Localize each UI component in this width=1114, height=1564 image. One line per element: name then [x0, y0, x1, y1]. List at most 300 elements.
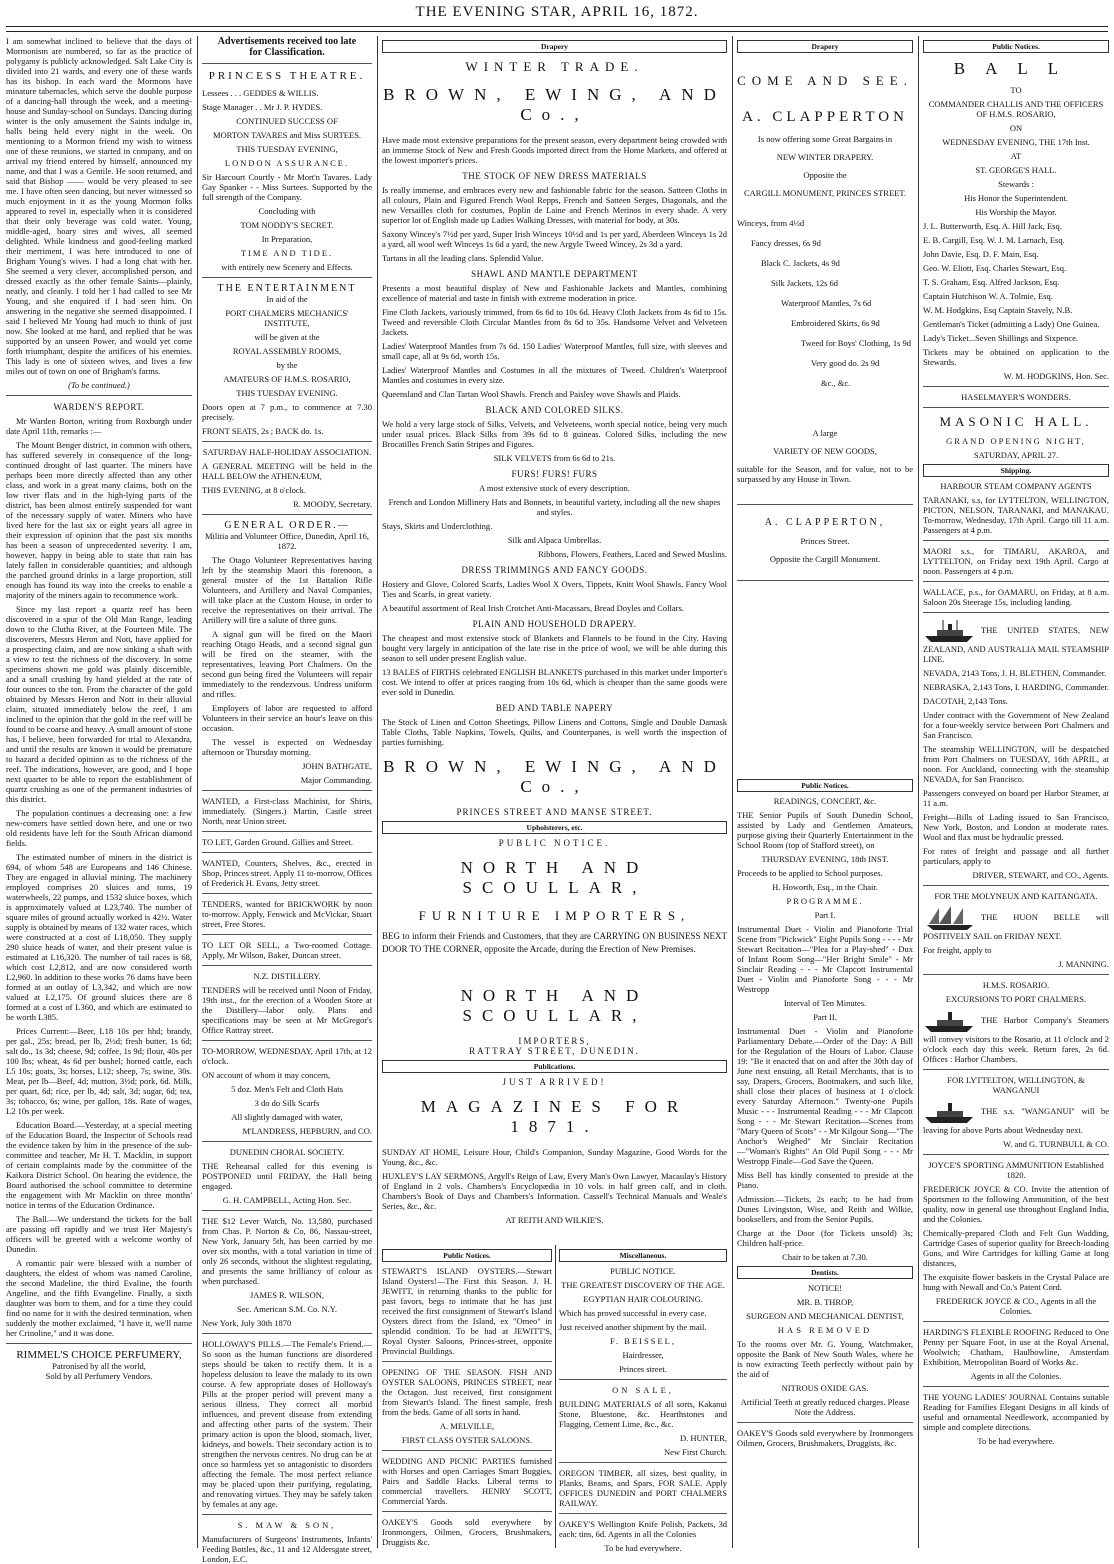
- programme-interval: Interval of Ten Minutes.: [783, 998, 867, 1008]
- maw-ad: Manufacturers of Surgeons' Instruments, Infants' Feeding Bottles, &c., 11 and 12 Aldersgate street, London, E.C.: [202, 1534, 372, 1564]
- stewards-title: Stewards :: [998, 179, 1034, 189]
- column-divider: [377, 36, 378, 1548]
- divider: [559, 1462, 727, 1463]
- divider: [202, 831, 372, 832]
- mail-line: DACOTAH, 2,143 Tons.: [923, 696, 1008, 706]
- clapperton-line: VARIETY OF NEW GOODS,: [773, 446, 877, 456]
- masonic-line: SATURDAY, APRIL 27.: [973, 450, 1059, 460]
- classified-ad: TO LET OR SELL, a Two-roomed Cottage. Apply, Mr Wilson, Baker, Duncan street.: [202, 940, 372, 960]
- divider: [202, 893, 372, 894]
- rosario-title: H.M.S. ROSARIO.: [982, 980, 1050, 990]
- readings-line: Chair to be taken at 7.30.: [782, 1252, 868, 1262]
- divider: [202, 1333, 372, 1334]
- saturday-association-line: A GENERAL MEETING will be held in the HALL BELOW the ATHENÆUM,: [202, 461, 372, 481]
- masonic-hall-title: MASONIC HALL.: [939, 414, 1093, 429]
- auction-line: TO-MORROW, WEDNESDAY, April 17th, at 12 o'clock.: [202, 1046, 372, 1066]
- mail-line: NEBRASKA, 2,143 Tons, I. HARDING, Commander.: [923, 682, 1110, 692]
- divider: [202, 63, 372, 64]
- general-order-signature: Major Commanding.: [300, 775, 372, 785]
- divider: [202, 934, 372, 935]
- divider: [382, 1450, 552, 1451]
- article-salt-lake: I am somewhat inclined to believe that the days of Mormonism are numbered, so far as the practice of polygamy is publicly acknowledged. Salt Lake City is divided into 21 wards, and every one of these wards has its bishop. In each ward the Mormons have minature tabernacles, which serve the double purpose of a dancing-hall through the week, and a meeting-house and Sunday-school on Sundays. Dancing during winter is the only amusement the Saints indulge in, balls being held every night in the week. On mentioning to a Mormon friend my wish to witness one of these reunions, we started in company, and on arrival my friend entered by himself, announced my name, and that I was a Gentile. He soon returned, and said that Bishop —— would be very pleased to see me. I have often seen dancing, but never witnessed so much enjoyment in it as the young Mormon folks appeared to revel in, especially when it is considered that their only beverage was cold water. Young, middle-aged, hoary sires and wives, all seemed delighted. While kindness and good-feeling marked their merriment, I was here introduced to one of Brigham Young's wives. I had a long chat with her. She seemed a very clever, accomplished person, and dressed exactly as the other female Saints—plainly, neatly, and cleanly. I told her I had called to see Mr Young, and she enquired if I had seen him. On answering in the negative she seemed disappointed. I said I believed Mr Young had much to think of just now. She looked at me hard, and replied that he was supported by an unseen Power, and would yet come forth triumphant, despite the artifices of his enemies. This lady is one of sixteen wives, and lives a few miles out of town on one of Brigham's farms.: [6, 36, 192, 376]
- excursions-line: [923, 1008, 1109, 1064]
- dentist-name: MR. B. THROP,: [796, 1297, 854, 1307]
- auction-line: 3 do do Silk Scarfs: [254, 1098, 320, 1108]
- drapery-intro: Have made most extensive preparations for the present season, every department being crowded with an immense Stock of New and Fresh Goods imported direct from the Home Markets, and offered at the lowest importer's prices.: [382, 135, 727, 165]
- divider: [202, 852, 372, 853]
- divider: [737, 1422, 913, 1423]
- watch-signature: Sec. American S.M. Co. N.Y.: [237, 1304, 337, 1314]
- warden-report-title: WARDEN'S REPORT.: [53, 402, 145, 412]
- clapperton-title: A. CLAPPERTON: [742, 109, 908, 125]
- programme-part: Part I.: [814, 910, 836, 920]
- joyce-line: The exquisite flower baskets in the Crystal Palace are hung with Newall and Co.'s Patent Cord.: [923, 1272, 1109, 1292]
- warden-paragraph: Prices Current:—Beer, L18 10s per hhd; brandy, per gal., 25s; bread, per lb, 2½d; fresh butter, 1s 6d; salt do., 1s 3d; cheese, 9d; coffee, 1s 9d; flour, 40s per 100 lbs; wheat, 4s 6d per bushel; horned cattle, each L5 10s; goats, 3s; horses, L12; sheep, 7s; swine, 30s. Meat, per lb—Beef, 4d; mutton, 3½d; pork, 6d. Milk, per quart, 6d; rice, per lb, 4d; salt, 3d; sugar, 6d; tea, 3s; tobacco, 6s; wine, per gallon, 18s. Rate of wages, L2 10s per week.: [6, 1026, 192, 1116]
- theatre-title: PRINCESS THEATRE.: [208, 70, 366, 82]
- ticket-line: Lady's Ticket...Seven Shillings and Sixpence.: [923, 333, 1078, 343]
- holloway-ad: HOLLOWAY'S PILLS.—The Female's Friend.—So soon as the human functions are disordered steps should be taken to rectify them. It is a hopeless delusion to leave the malady to its own course. A few appropriate doses of Holloway's Pills at the proper period will prevent many a serious illness. They correct all morbid influences, and prevent disease from extending and affecting other parts of the system. Their primary action is upon the blood, stomach, liver, kidneys, and bowels. Their secondary action is to strengthen the nervous centres. No drug can be at once so harmless yet so antagonistic to disorders affecting the female. The most perfect reliance may be placed upon their purifying, regulating, and renovating virtues. They may be safely taken by females at any age.: [202, 1339, 372, 1509]
- divider: [202, 1514, 372, 1515]
- clapperton-line: Opposite the Cargill Monument.: [769, 554, 881, 564]
- drapery-paragraph: The cheapest and most extensive stock of Blankets and Flannels to be found in the City. Having bought very largely in anticipation of the late rise in the price of wool, we will be able during this season to sell under present English value.: [382, 633, 727, 663]
- mail-line-text: THE UNITED STATES, NEW ZEALAND, AND AUSTRALIA MAIL STEAMSHIP LINE.: [923, 624, 1109, 664]
- furniture-importers-title: FURNITURE IMPORTERS,: [418, 908, 691, 923]
- programme-title: PROGRAMME.: [786, 896, 864, 906]
- ball-signature: W. M. HODGKINS, Hon. Sec.: [1003, 371, 1109, 381]
- general-order-paragraph: A signal gun will be fired on the Maori reaching Otago Heads, and a second signal gun will be fired on the steamer, with the representatives, leaving Port Chalmers. On the second gun being fired the Volunteers will repair immediately to the rendezvous. Undress uniform and rifles.: [202, 629, 372, 699]
- entertainment-line: PORT CHALMERS MECHANICS' INSTITUTE,: [225, 308, 349, 328]
- ticket-line: Gentleman's Ticket (admitting a Lady) One Guinea.: [923, 319, 1100, 329]
- drapery-paragraph: Is really immense, and embraces every new and fashionable fabric for the season. Satteen Cloths in all colours, Plain and Figured French Wool Repps, French and Satteen Serges, Diagonals, and the new Versailles cloth for costumes, Poplin de Laine and French Merinos in every shade. A very superior lot of English made up Ladies Walking Dresses, with material for body, at 30s.: [382, 185, 727, 225]
- divider: [202, 1040, 372, 1041]
- clapperton-signature: A. CLAPPERTON,: [764, 517, 886, 528]
- dentist-notice: NOTICE!: [808, 1283, 842, 1293]
- dentist-body: To the rooms over Mr. G. Young, Watchmaker, opposite the Bank of New South Wales, where he is now extracting Teeth perfectly without pain by the aid of: [737, 1339, 913, 1379]
- steward-line: J. L. Butterworth, Esq. A. Hill Jack, Esq.: [923, 221, 1062, 231]
- huon-belle-text: THE HUON BELLE will POSITIVELY SAIL on FRIDAY NEXT.: [923, 911, 1109, 941]
- brown-ewing-title: BROWN, EWING, AND Co.,: [383, 85, 726, 124]
- roofing-ad: HARDING'S FLEXIBLE ROOFING Reduced to One Penny per Square Foot, in use at the Royal Arsenal, Woolwich; Chatham, Haulbowline, Amsterdam Exhibition, Metropolitan Board of Works &c.: [923, 1327, 1109, 1367]
- general-order-paragraph: The vessel is expected on Wednesday afternoon or Thursday morning.: [202, 737, 372, 757]
- general-order-title: GENERAL ORDER.—: [224, 520, 350, 531]
- entertainment-line: by the: [276, 360, 298, 370]
- theatre-line: Concluding with: [258, 206, 316, 216]
- rimmel-ad-line: Sold by all Perfumery Vendors.: [45, 1371, 153, 1381]
- drapery-paragraph: A most extensive stock of every description.: [479, 483, 630, 493]
- trimmings-title: DRESS TRIMMINGS AND FANCY GOODS.: [461, 565, 648, 575]
- drapery-paragraph: Fine Cloth Jackets, variously trimmed, from 6s 6d to 10s 6d. Heavy Cloth Jackets from 4s 6d to 15s. Tweed and reversible Cloth Circular Mantles from 8s 6d to 35s. Handsome Velvet and Velveteen Jackets.: [382, 307, 727, 337]
- beissel-signature: Hairdresser,: [622, 1350, 664, 1360]
- drapery-paragraph: The Stock of Linen and Cotton Sheetings, Pillow Linens and Cottons, Single and Double Damask Table Cloths, Table Napkins, Towels, Quilts, and Counterpanes, is well worth the inspection of parties furnishing.: [382, 717, 727, 747]
- joyce-line: FREDERICK JOYCE & CO. Invite the attention of Sportsmen to the following Ammunition, of the best quality, now in general use throughout England India, and the Colonies.: [923, 1184, 1109, 1224]
- masthead-rule-bottom: [6, 31, 1108, 32]
- readings-line: Miss Bell has kindly consented to preside at the Piano.: [737, 1170, 913, 1190]
- drapery-paragraph: French and London Millinery Hats and Bonnets, in beautiful variety, including all the new shapes and styles.: [388, 497, 721, 517]
- ball-line: ST. GEORGE'S HALL.: [975, 165, 1057, 175]
- shipping-ad: MAORI s.s., for TIMARU, AKAROA, and LYTTELTON, on Friday next 19th April. Cargo at noon. Passengers at 4 p.m.: [923, 546, 1109, 576]
- section-heading-public-notices: Public Notices.: [923, 40, 1109, 53]
- oakey-ad: OAKEY'S Goods sold everywhere by Ironmongers Oilmen, Grocers, Brushmakers, Druggists, &c.: [737, 1428, 913, 1448]
- entertainment-title: THE ENTERTAINMENT: [217, 283, 357, 294]
- saturday-association-line: THIS EVENING, at 8 o'clock.: [202, 485, 306, 495]
- divider: [923, 974, 1109, 975]
- steward-line: Geo. W. Eliott, Esq. Charles Stewart, Esq.: [923, 263, 1067, 273]
- dress-materials-title: THE STOCK OF NEW DRESS MATERIALS: [462, 171, 647, 181]
- masthead: THE EVENING STAR, APRIL 16, 1872.: [415, 4, 699, 20]
- shipping-ad: TARANAKI, s.s, for LYTTELTON, WELLINGTON, PICTON, NELSON, TARANAKI, and MANAKAU. To-morrow, Wednesday, 17th April. Cargo till 11 a.m. Passengers at 4 p.m.: [923, 495, 1109, 535]
- hunter-signature: D. HUNTER,: [680, 1433, 727, 1443]
- divider: [737, 580, 913, 581]
- on-sale-ad: BUILDING MATERIALS of all sorts, Kakanui Stone, Bluestone, &c. Hearthstones and Flagging, Cement Lime, &c., &c.: [559, 1399, 727, 1429]
- drapery-paragraph: Ladies' Waterproof Mantles from 7s 6d. 150 Ladies' Waterproof Mantles, full size, with sleeves and small cape, all at 9s 6d, worth 15s.: [382, 341, 727, 361]
- dentist-body: Artificial Teeth at greatly reduced charges. Please Note the Address.: [740, 1397, 910, 1417]
- price-list-item: Black C. Jackets, 4s 9d: [761, 258, 840, 268]
- clapperton-line: Princes Street.: [800, 536, 850, 546]
- ball-line: TO: [1010, 85, 1022, 95]
- divider: [923, 386, 1109, 387]
- section-heading-dentists: Dentists.: [737, 1266, 913, 1279]
- brown-ewing-address: PRINCES STREET AND MANSE STREET.: [456, 807, 653, 817]
- drapery-paragraph: We hold a very large stock of Silks, Velvets, and Velveteens, worth special notice, being very much under usual prices. Black Silks from 39s 6d to 8 guineas. Colored Silks, including the new Brocatilles French Satin Stripes and Figures.: [382, 419, 727, 449]
- steamship-icon: [923, 1099, 977, 1125]
- freight-line: For freight, apply to: [923, 945, 992, 955]
- ladies-journal-ad: To be had everywhere.: [977, 1436, 1055, 1446]
- hunter-signature: New First Church.: [663, 1447, 727, 1457]
- divider: [202, 790, 372, 791]
- theatre-line: Lessees . . . GEDDES & WILLIS.: [202, 88, 319, 98]
- to-be-continued: (To be continued.): [68, 380, 130, 390]
- beissel-signature: Princes street.: [619, 1364, 667, 1374]
- melville-signature: FIRST CLASS OYSTER SALOONS.: [401, 1435, 533, 1445]
- price-list-item: Fancy dresses, 6s 9d: [751, 238, 821, 248]
- entertainment-line: AMATEURS OF H.M.S. ROSARIO,: [223, 374, 351, 384]
- timber-ad: OREGON TIMBER, all sizes, best quality, in Planks, Beams, and Spars, FOR SALE. Apply OFFICES DUNEDIN and PORT CHALMERS RAILWAY.: [559, 1468, 727, 1508]
- ball-paragraph: The Ball.—We understand the tickets for the ball are passing off rapidly and we trust Her Majesty's officers will be greeted with a welcome worthy of Dunedin.: [6, 1214, 192, 1254]
- theatre-line: with entirely new Scenery and Effects.: [221, 262, 353, 272]
- price-list-item: Very good do. 2s 9d: [811, 358, 880, 368]
- drapery-paragraph: Ladies' Waterproof Mantles and Costumes in all the mixtures of Tweed. Children's Waterproof Mantles and costumes in every size.: [382, 365, 727, 385]
- joyce-line: Chemically-prepared Cloth and Felt Gun Wadding, Cartridge Cases of superior quality for Breech-loading Guns, and Wire Cartridges for killing Game at long distances,: [923, 1228, 1109, 1268]
- shipping-ad: WALLACE, p.s., for OAMARU, on Friday, at 8 a.m. Saloon 20s Steerage 15s, including landing.: [923, 587, 1109, 607]
- distillery-ad: TENDERS will be received until Noon of Friday, 19th inst., for the erection of a Wooden Store at the Distillery—labor only. Plans and specifications may be seen at Mr McGregor's Office Rattray street.: [202, 985, 372, 1035]
- section-heading-publications: Publications.: [382, 1060, 727, 1073]
- turnbull-signature: W. and G. TURNBULL & CO.: [1003, 1139, 1109, 1149]
- entertainment-line: In aid of the: [266, 294, 308, 304]
- oyster-saloons-ad: OPENING OF THE SEASON. FISH AND OYSTER SALOONS, PRINCES STREET, near the Octagon. Just received, first consignment from Stewart's Island. The finest sample, fresh from the beds. Game of all sorts in hand.: [382, 1367, 552, 1417]
- drapery-paragraph: SILK VELVETS from 6s 6d to 21s.: [493, 453, 616, 463]
- steward-line: Captain Hutchison W. A. Tolmie, Esq.: [923, 291, 1053, 301]
- saturday-association-line: R. MOODY, Secretary.: [293, 499, 372, 509]
- divider: [382, 1361, 552, 1362]
- choral-line: THE Rehearsal called for this evening is POSTPONED until FRIDAY, the Hall being engaged.: [202, 1161, 372, 1191]
- divider: [923, 581, 1109, 582]
- auction-line: 5 doz. Men's Felt and Cloth Hats: [231, 1084, 343, 1094]
- clapperton-line: suitable for the Season, and for value, not to be surpassed by any House in Town.: [737, 464, 913, 484]
- column-3-bottom-right: [559, 1245, 727, 1553]
- price-list-item: Tweed for Boys' Clothing, 1s 9d: [801, 338, 912, 348]
- divider: [559, 1379, 727, 1380]
- readings-line: Admission.—Tickets, 2s each; to be had from Dunes Livingston, Wise, and Reith and Wilkie, booksellers, and from the Senior Pupils.: [737, 1194, 913, 1224]
- divider: [923, 885, 1109, 886]
- ball-line: WEDNESDAY EVENING, THE 17th Inst.: [942, 137, 1090, 147]
- maw-title: S. MAW & SON,: [237, 1520, 337, 1530]
- general-order-signature: JOHN BATHGATE,: [302, 761, 372, 771]
- masthead-rule-top: [6, 26, 1108, 27]
- divider: [6, 1343, 192, 1344]
- general-order-paragraph: The Otago Volunteer Representatives having left by the steamship Maori this forenoon, a general muster of the 1st Battalion Rifle Volunteers, and Artillery and Naval Companies, will take place at the Custom House, in order to receive the representatives on their arrival. The Artillery will fire a salute of three guns.: [202, 555, 372, 625]
- rimmel-ad-line: Patronised by all the world,: [52, 1361, 146, 1371]
- entertainment-line: THIS TUESDAY EVENING.: [236, 388, 338, 398]
- section-heading-drapery: Drapery: [737, 40, 913, 53]
- auction-line: All slightly damaged with water,: [231, 1112, 343, 1122]
- theatre-line: MORTON TAVARES and Miss SURTEES.: [212, 130, 362, 140]
- clapperton-line: A large: [812, 428, 838, 438]
- divider: [923, 1069, 1109, 1070]
- drapery-paragraph: 13 BALES of FIRTHS celebrated ENGLISH BLANKETS purchased in this market under Importer's cost. We intend to offer at prices ranging from 10s 6d, which is cheaper than the same goods were ever sold in Dunedin.: [382, 667, 727, 697]
- watch-signature: New York, July 30th 1870: [202, 1318, 292, 1328]
- on-sale-title: ON SALE,: [612, 1385, 674, 1395]
- section-heading-shipping: Shipping.: [923, 464, 1109, 477]
- theatre-line: Stage Manager . . Mr J. P. HYDES.: [202, 102, 323, 112]
- melville-signature: A. MELVILLE,: [439, 1421, 495, 1431]
- distillery-title: N.Z. DISTILLERY.: [253, 971, 321, 981]
- section-heading-upholsterers: Upholsterers, etc.: [382, 821, 727, 834]
- classified-ad: TENDERS, wanted for BRICKWORK by noon to-morrow. Apply, Fenwick and McVickar, Stuart street, Free Stores.: [202, 899, 372, 929]
- section-heading-public-notices: Public Notices.: [737, 779, 913, 792]
- divider: [923, 407, 1109, 408]
- readings-date: THURSDAY EVENING, 18th INST.: [761, 854, 889, 864]
- shawl-department-title: SHAWL AND MANTLE DEPARTMENT: [471, 269, 638, 279]
- divider: [202, 965, 372, 966]
- divider: [559, 1513, 727, 1514]
- classified-ad: TO LET, Garden Ground. Gillies and Street.: [202, 837, 353, 847]
- drapery-paragraph: Ribbons, Flowers, Feathers, Laced and Sewed Muslins.: [538, 549, 727, 559]
- late-ads-header: Advertisements received too late: [217, 36, 357, 47]
- excursions-text: THE Harbor Company's Steamers will convey visitors to the Rosario, at 11 o'clock and 2 o'clock each day this week. Return fares, 2s 6d. Offices : Harbor Chambers.: [923, 1014, 1109, 1064]
- price-list-item: Silk Jackets, 12s 6d: [771, 278, 839, 288]
- silks-title: BLACK AND COLORED SILKS.: [485, 405, 624, 415]
- warden-paragraph: The population continues a decreasing one: a few new-comers have settled down here, and one or two old residents have left for the South African diamond fields.: [6, 808, 192, 848]
- warden-paragraph: Mr Warden Borton, writing from Roxburgh under date April 11th, remarks :—: [6, 416, 192, 436]
- joyce-line: FREDERICK JOYCE & CO., Agents in all the Colonies.: [935, 1296, 1097, 1316]
- price-list-item: &c., &c.: [821, 378, 851, 388]
- section-heading-public-notices: Public Notices.: [382, 1249, 552, 1262]
- rimmel-ad-title: RIMMEL'S CHOICE PERFUMERY,: [16, 1349, 182, 1361]
- roofing-ad: Agents in all the Colonies.: [970, 1371, 1062, 1381]
- section-heading-drapery: Drapery: [382, 40, 727, 53]
- haselmayer-title: HASELMAYER'S WONDERS.: [961, 392, 1071, 402]
- steward-line: W. M. Hodgkins, Esq Captain Stavely, N.B.: [923, 305, 1073, 315]
- steamship-icon: [923, 1008, 977, 1034]
- wanganui-text: THE s.s. "WANGANUI" will be leaving for above Ports about Wednesday next.: [923, 1105, 1109, 1135]
- column-divider: [555, 1245, 556, 1548]
- divider: [923, 612, 1109, 613]
- watch-ad: THE $12 Lever Watch, No. 13,580, purchased from Chas. P. Norton & Co, 86, Nassau-street, New York, January 5th, has been carried by me over six months, with a total variation in time of only 26 seconds, without the slightest regulating, and presents the same brilliancy of colour as when purchased.: [202, 1216, 372, 1286]
- excursions-title: EXCURSIONS TO PORT CHALMERS.: [945, 994, 1087, 1004]
- publications-paragraph: HUXLEY'S LAY SERMONS, Argyll's Reign of Law, Every Man's Own Lawyer, Macaulay's History of England in 2 vols. Chambers's Encyclopædia in 10 vols. in half green calf, and in cloth. Chambers's Book of Days and Chambers's Information. Cassell's Technical Manuals and Weale's Series, &c., &c.: [382, 1171, 727, 1211]
- entertainment-line: ROYAL ASSEMBLY ROOMS,: [232, 346, 342, 356]
- ball-line: AT: [1010, 151, 1022, 161]
- watch-signature: JAMES R. WILSON,: [250, 1290, 324, 1300]
- steward-line: His Worship the Mayor.: [975, 207, 1057, 217]
- theatre-line: TIME AND TIDE.: [240, 248, 334, 258]
- divider: [202, 277, 372, 278]
- readings-title: READINGS, CONCERT, &c.: [773, 796, 877, 806]
- theatre-line: TOM NODDY'S SECRET.: [240, 220, 334, 230]
- entertainment-line: Doors open at 7 p.m., to commence at 7.30 precisely.: [202, 402, 372, 422]
- divider: [202, 1210, 372, 1211]
- winter-trade-title: WINTER TRADE.: [465, 59, 644, 74]
- north-scoullar-line: IMPORTERS,: [518, 1036, 591, 1046]
- readings-line: Proceeds to be applied to School purposes.: [737, 868, 883, 878]
- hair-ad-line: EGYPTIAN HAIR COLOURING.: [583, 1294, 703, 1304]
- readings-body: THE Senior Pupils of South Dunedin School, assisted by Lady and Gentlemen Amateurs, purpose giving their Quarterly Entertainment in the School Room (top of Stafford street), on: [737, 810, 913, 850]
- divider: [382, 1511, 552, 1512]
- warden-paragraph: The Mount Benger district, in common with others, has suffered severely in consequence of the long-continued drought of last quarter. The miners have perhaps been more directly affected than any other class, and work in a great many claims, both on the low river flats and in the high-lying parts of the district, has been almost entirely suspended for want of the necessary supply of water. Miners who have lived here for the last six or eight years all agree in their expression of opinion that the past six months has been a season of unprecedented severity. I am, however, happy in being able to state that rain has lately fallen in considerable quantities; and although the parched ground drinks in a large proportion, still enough has found its way into the creeks to enable a majority of the miners again to recommence work.: [6, 440, 192, 600]
- classified-ad: WANTED, Counters, Shelves, &c., erected in Shop, Princes street. Apply 11 to-morrow, Offices of Frederick H. Evans, Jetty street.: [202, 858, 372, 888]
- drapery-paragraph: Silk and Alpaca Umbrellas.: [507, 535, 602, 545]
- column-3-bottom-left: [382, 1245, 552, 1545]
- mail-line: Freight—Bills of Lading issued to San Francisco, New York, Boston, and London at moderate rates. Wool and flax must be hydraulic pressed.: [923, 812, 1109, 842]
- north-scoullar-line: RATTRAY STREET, DUNEDIN.: [469, 1046, 640, 1056]
- hair-ad-line: Just received another shipment by the mail.: [559, 1322, 707, 1332]
- oakey-ad: OAKEY'S Goods sold everywhere by Ironmongers, Oilmen, Grocers, Brushmakers, Druggists &c.: [382, 1517, 552, 1547]
- entertainment-line: FRONT SEATS, 2s ; BACK do. 1s.: [202, 426, 324, 436]
- come-and-see-title: COME AND SEE.: [737, 73, 913, 88]
- column-1: [6, 36, 192, 1548]
- mail-line: Under contract with the Government of New Zealand for a four-weekly service between Port Chalmers and San Francisco.: [923, 710, 1109, 740]
- divider: [202, 514, 372, 515]
- classified-ad: WANTED, a First-class Machinist, for Shirts, immediately. (Singers.) Martin, Castle street North, near Union street.: [202, 796, 372, 826]
- drapery-paragraph: Stays, Skirts and Underclothing.: [382, 521, 493, 531]
- mail-line: Passengers conveyed on board per Harbor Steamer, at 11 a.m.: [923, 788, 1109, 808]
- ball-title: BALL: [953, 59, 1079, 78]
- sailing-ship-icon: [923, 905, 977, 931]
- section-heading-miscellaneous: Miscellaneous.: [559, 1249, 727, 1262]
- general-order-line: Militia and Volunteer Office, Dunedin, April 16, 1872.: [204, 531, 370, 551]
- general-order-paragraph: Employers of labor are requested to afford Volunteers in their service an hour's leave on this occasion.: [202, 703, 372, 733]
- price-list-item: Embroidered Skirts, 6s 9d: [791, 318, 880, 328]
- entertainment-line: will be given at the: [254, 332, 320, 342]
- ball-line: ON: [1009, 123, 1023, 133]
- mail-line: NEVADA, 2143 Tons, J. H. BLETHEN, Commander.: [923, 668, 1107, 678]
- drapery-paragraph: Presents a most beautiful display of New and Fashionable Jackets and Mantles, combining excellence of material and taste in finish with extreme moderation in price.: [382, 283, 727, 303]
- drapery-paragraph: Tartans in all the leading clans. Splendid Value.: [382, 253, 544, 263]
- steward-line: His Honor the Superintendent.: [964, 193, 1068, 203]
- nitrous-oxide: NITROUS OXIDE GAS.: [781, 1383, 869, 1393]
- auction-line: ON account of whom it may concern,: [202, 1070, 331, 1080]
- publications-paragraph: AT REITH AND WILKIE'S.: [505, 1215, 604, 1225]
- molyneux-title: FOR THE MOLYNEUX AND KAITANGATA.: [934, 891, 1098, 901]
- column-2: [202, 36, 372, 1564]
- column-divider: [197, 36, 198, 1548]
- ball-line: COMMANDER CHALLIS AND THE OFFICERS OF H.M.S. ROSARIO,: [928, 99, 1104, 119]
- column-4-bottom: [737, 775, 913, 1545]
- lyttelton-title: FOR LYTTELTON, WELLINGTON, & WANGANUI: [947, 1075, 1085, 1095]
- theatre-line: LONDON ASSURANCE.: [224, 158, 350, 168]
- publications-paragraph: SUNDAY AT HOME, Leisure Hour, Child's Companion, Sunday Magazine, Good Words for the Young, &c., &c.: [382, 1147, 727, 1167]
- joyce-title: JOYCE'S SPORTING AMMUNITION Established 1820.: [928, 1160, 1104, 1180]
- magazines-title: MAGAZINES FOR 1871.: [420, 1097, 689, 1136]
- choral-line: G. H. CAMPBELL, Acting Hon. Sec.: [222, 1195, 352, 1205]
- divider: [737, 504, 913, 505]
- column-divider: [732, 36, 733, 1548]
- programme-items: Instrumental Duet - Violin and Pianoforte Trial Scene from "Pickwick" Eight Pupils Song - - - - Mr Stewart Recitation—"Plea for a Play-shed" - Dux of Infant Room Song—"Her Bright Smile" - Mr Sinclair Reading - - - Mr Clapcott Instrumental Duet - Violin and Pianoforte Song - - - Mr Westropp: [737, 924, 913, 994]
- harbour-agents: HARBOUR STEAM COMPANY AGENTS: [940, 481, 1092, 491]
- hair-ad-line: THE GREATEST DISCOVERY OF THE AGE.: [561, 1280, 725, 1290]
- education-board-paragraph: Education Board.—Yesterday, at a special meeting of the Education Board, the Inspector of Schools read the evidence taken by him in the presence of the sub-committee and teacher, Mr H. T. Macklin, in support of certain complaints made by the committee of the Kaikora District School. On hearing the evidence, the Board authorised the school committee to determine the engagement with Mr Macklin on three months' notice in terms of the Education Ordinance.: [6, 1120, 192, 1210]
- beissel-signature: F. BEISSEL,: [610, 1336, 676, 1346]
- north-scoullar-body: BEG to inform their Friends and Customers, that they are CARRYING ON BUSINESS NEXT DOOR TO THE CORNER, opposite the Arcade, during the Erection of New Premises.: [382, 931, 727, 954]
- household-drapery-title: PLAIN AND HOUSEHOLD DRAPERY.: [472, 619, 637, 629]
- theatre-line: THIS TUESDAY EVENING,: [236, 144, 338, 154]
- divider: [6, 395, 192, 396]
- masonic-line: GRAND OPENING NIGHT,: [946, 436, 1086, 446]
- divider: [923, 1386, 1109, 1387]
- knife-polish-ad: To be had everywhere.: [604, 1543, 682, 1553]
- divider: [923, 1321, 1109, 1322]
- divider: [923, 540, 1109, 541]
- mail-signature: DRIVER, STEWART, and CO., Agents.: [972, 870, 1109, 880]
- dentist-removed: HAS REMOVED: [777, 1325, 873, 1335]
- saturday-association-title: SATURDAY HALF-HOLIDAY ASSOCIATION.: [202, 447, 372, 457]
- hair-ad-line: Which has proved successful in every case.: [559, 1308, 707, 1318]
- steamship-icon: [923, 618, 977, 644]
- huon-belle-line: [923, 905, 1109, 941]
- steward-line: John Davie, Esq. D. F. Main, Esq.: [923, 249, 1039, 259]
- public-notice-title: PUBLIC NOTICE.: [498, 838, 611, 848]
- price-list-item: Waterproof Mantles, 7s 6d: [781, 298, 872, 308]
- clapperton-line: CARGILL MONUMENT, PRINCES STREET.: [743, 188, 907, 198]
- napery-title: BED AND TABLE NAPERY: [495, 703, 614, 713]
- programme-items: Instrumental Duet - Violin and Pianoforte Parliamentary Debate.—Order of the Day: A Bill for the Regulation of the Hours of Labor. Clause 19: "Be it enacted that on and after the 30th day of June next ensuing, all Retail Merchants, that is to say, Drapers, Grocers, Bootmakers, and such like, shall close their places of business at 1 o'clock every Saturday Afternoon." Twenty-one Pupils Music - - - Instrumental Reading - - - Mr Clapcott Song - - - Mr Stewart Recitation—Scenes from "Mary Queen of Scots" - - Mr Kilgour Song—"The Anchor's Weighed" Mr Sinclair Recitation—"Woman's Rights" An Old Pupil Song - - - Mr Westropp Finale—God Save the Queen.: [737, 1026, 913, 1166]
- divider: [923, 1154, 1109, 1155]
- manning-signature: J. MANNING.: [1058, 959, 1109, 969]
- steward-line: T. S. Graham, Esq. Alfred Jackson, Esq.: [923, 277, 1060, 287]
- crinoline-paragraph: A romantic pair were blessed with a number of daughters, the eldest of whom was named Caroline, the second Madeline, the third Evaline, the fourth Angeline, and the fifth Evangeline. Finally, a sixth daughter was born to them, and for a time they could find no name for it with the desired termination, when suddenly the mother exclaimed, "I have it, we'll name her Crinoline," and it was done.: [6, 1258, 192, 1338]
- ticket-line: Tickets may be obtained on application to the Stewards.: [923, 347, 1109, 367]
- price-list-item: Winceys, from 4½d: [737, 218, 805, 228]
- theatre-line: CONTINUED SUCCESS OF: [236, 116, 338, 126]
- north-scoullar-title: NORTH AND SCOULLAR,: [460, 986, 649, 1025]
- dentist-title: SURGEON AND MECHANICAL DENTIST,: [746, 1311, 904, 1321]
- just-arrived: JUST ARRIVED!: [502, 1077, 607, 1087]
- clapperton-line: Is now offering some Great Bargains in: [757, 134, 893, 144]
- north-scoullar-title: NORTH AND SCOULLAR,: [460, 858, 649, 897]
- theatre-line: Sir Harcourt Courtly - Mr Mort'n Tavares. Lady Gay Spanker - - Miss Surtees. Supported by the full strength of the Company.: [202, 172, 372, 202]
- programme-part: Part II.: [813, 1012, 837, 1022]
- late-ads-header: for Classification.: [249, 47, 325, 58]
- drapery-paragraph: Hosiery and Glove, Colored Scarfs, Ladies Wool X Overs, Tippets, Knitt Wool Shawls, Fancy Wool Ties and Scarfs, in great variety.: [382, 579, 727, 599]
- wedding-ad: WEDDING AND PICNIC PARTIES furnished with Horses and open Carriages Smart Buggies, Pairs and Saddle Hacks. Liberal terms to commercial travellers. HENRY SCOTT, Commercial Yards.: [382, 1456, 552, 1506]
- steward-line: E. B. Cargill, Esq. W. J. M. Larnach, Esq.: [923, 235, 1065, 245]
- column-5: [923, 36, 1109, 1548]
- brown-ewing-title: BROWN, EWING, AND Co.,: [383, 757, 726, 796]
- warden-paragraph: Since my last report a quartz reef has been discovered in a spur of the Old Man Range, leading down to the Clutha River, at the Fourteen Mile. The discoverers, Messrs Heron and Nott, have applied for a prospecting claim, and are now sinking a shaft with a view to test the richness of the discovery. In some specimens shown me gold was plainly discernible, and a small crushing by hand yielded at the rate of four ounces to the ton. From the character of the gold obtained by Messrs Heron and Nott in their alluvial claim, situated immediately below the reef, I am inclined to the opinion that the gold in the reef will be found to be coarse and heavy. A small amount of stone has, I believe, been forwarded for trial to Alexandra, and until the results are known it would be premature to hazard a decided opinion as to the richness of the reef. The indications, however, are good, and I hope next quarter to be able to report the establishment of quartz crushing as one of the permanent industries of this district.: [6, 604, 192, 804]
- mail-line-title: [923, 618, 1109, 664]
- choral-title: DUNEDIN CHORAL SOCIETY.: [229, 1147, 345, 1157]
- warden-paragraph: The estimated number of miners in the district is 694, of whom 548 are Europeans and 146 Chinese. They are engaged in alluvial mining. The machinery employed comprises 20 sluices and toms, 19 waterwheels, 22 pumps, and 1532 sluice boxes, which is approximately valued at L23,740. The number of square miles of ground actually worked is 42½. Water supply is obtained by means of 132 water races, which were constructed at a cost of L18,050. They supply 290 sluice heads of water, and their present value is estimated at L16,320. The number of tail races is 68, which cost L2,812, and are now considered worth L2,960. In addition to these works 76 dams have been formed at an outlay of L3,342, and which are now valued at L2,175. Of ground sluices there are 8 formed at a cost of L360, and which are estimated to be worth L385.: [6, 852, 193, 1022]
- public-notice-title: PUBLIC NOTICE.: [610, 1266, 676, 1276]
- theatre-line: In Preparation,: [261, 234, 313, 244]
- mail-line: The steamship WELLINGTON, will be despatched from Port Chalmers on TUESDAY, 16th APRIL, at noon. For Auckland, connecting with the steamship NEVADA, for San Francisco.: [923, 744, 1109, 784]
- clapperton-line: Opposite the: [803, 170, 847, 180]
- divider: [202, 441, 372, 442]
- divider: [202, 1141, 372, 1142]
- drapery-paragraph: Saxony Wincey's 7½d per yard, Super Irish Winceys 10½d and 1s per yard, Aberdeen Winceys 1s 2d a yard, all wool weft Winceys 1s 6d a yard, the new Argyle Tweed Wincey, 2s 3d a yard.: [382, 229, 727, 249]
- wanganui-line: [923, 1099, 1109, 1135]
- drapery-paragraph: Queensland and Clan Tartan Wool Shawls. French and Paisley wove Shawls and Plaids.: [382, 389, 681, 399]
